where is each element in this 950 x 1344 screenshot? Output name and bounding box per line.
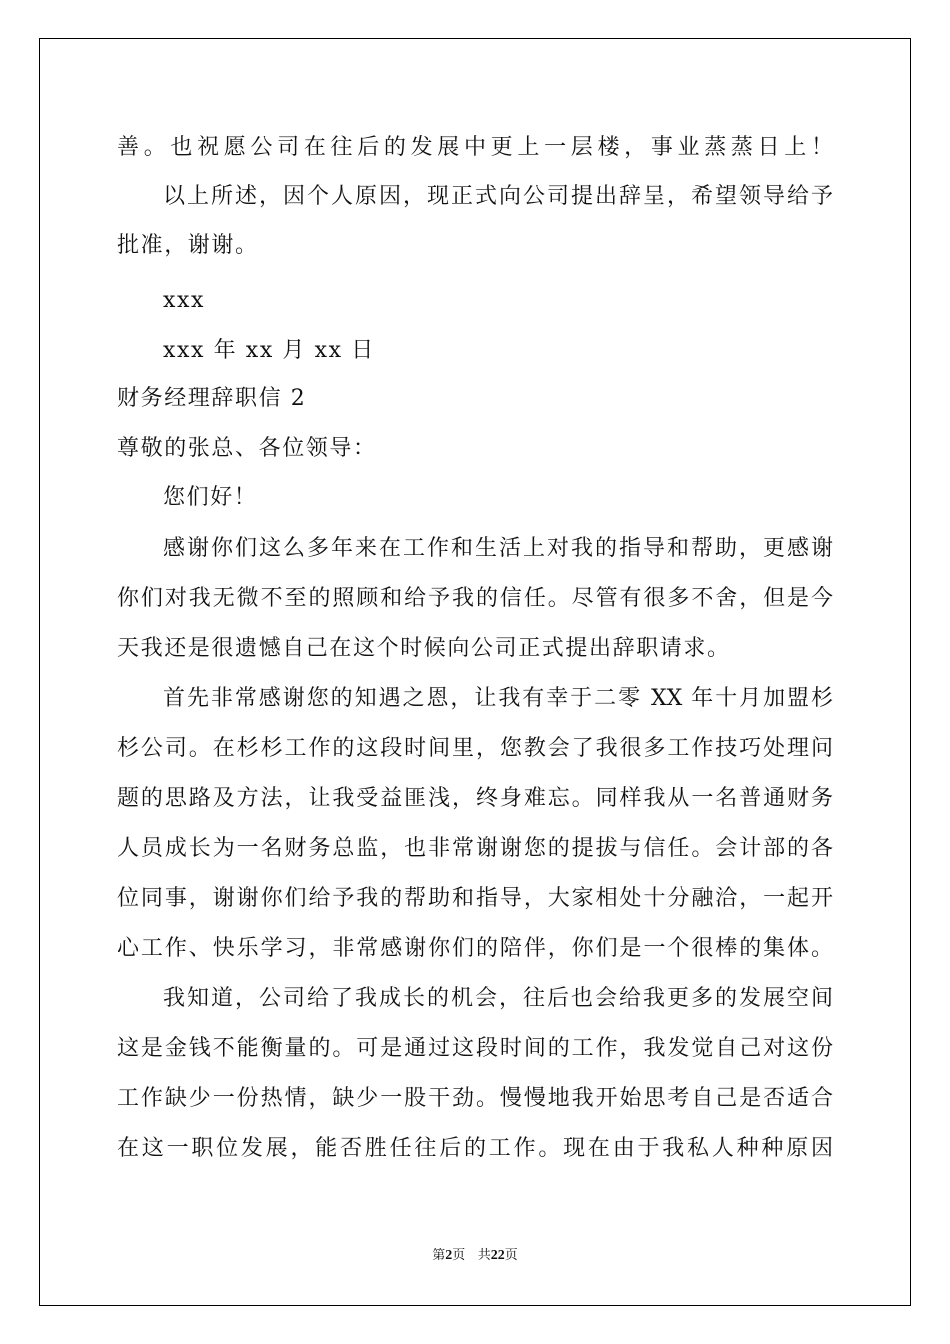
greeting: 您们好！ bbox=[163, 485, 258, 510]
section-heading: 财务经理辞职信 2 bbox=[117, 386, 307, 411]
footer-total-suffix: 页 bbox=[504, 1248, 518, 1263]
body-line-3: 批准，谢谢。 bbox=[117, 233, 259, 258]
page-border bbox=[39, 38, 911, 1306]
footer-total-pages: 22 bbox=[490, 1248, 505, 1263]
footer-page-number: 2 bbox=[445, 1248, 453, 1263]
body-line-15: 人员成长为一名财务总监，也非常谢谢您的提拔与信任。会计部的各 bbox=[117, 836, 833, 861]
body-line-17: 心工作、快乐学习，非常感谢你们的陪伴，你们是一个很棒的集体。 bbox=[117, 936, 833, 961]
page-footer bbox=[0, 1248, 950, 1264]
body-line-21: 在这一职位发展，能否胜任往后的工作。现在由于我私人种种原因 bbox=[117, 1136, 833, 1161]
body-line-16: 位同事，谢谢你们给予我的帮助和指导，大家相处十分融洽，一起开 bbox=[117, 886, 833, 911]
body-line-2: 以上所述，因个人原因，现正式向公司提出辞呈，希望领导给予 bbox=[163, 184, 833, 209]
body-line-12: 首先非常感谢您的知遇之恩，让我有幸于二零 XX 年十月加盟杉 bbox=[163, 686, 833, 711]
signature-date: xxx 年 xx 月 xx 日 bbox=[163, 338, 375, 363]
body-line-14: 题的思路及方法，让我受益匪浅，终身难忘。同样我从一名普通财务 bbox=[117, 786, 833, 811]
footer-prefix: 第 bbox=[432, 1248, 446, 1263]
footer-total-prefix: 共 bbox=[477, 1248, 491, 1263]
body-line-9: 感谢你们这么多年来在工作和生活上对我的指导和帮助，更感谢 bbox=[163, 536, 833, 561]
body-line-11: 天我还是很遗憾自己在这个时候向公司正式提出辞职请求。 bbox=[117, 636, 731, 661]
footer-page-suffix: 页 bbox=[452, 1248, 466, 1263]
body-line-10: 你们对我无微不至的照顾和给予我的信任。尽管有很多不舍，但是今 bbox=[117, 586, 833, 611]
body-line-18: 我知道，公司给了我成长的机会，往后也会给我更多的发展空间 bbox=[163, 986, 833, 1011]
body-line-19: 这是金钱不能衡量的。可是通过这段时间的工作，我发觉自己对这份 bbox=[117, 1036, 833, 1061]
body-line-20: 工作缺少一份热情，缺少一股干劲。慢慢地我开始思考自己是否适合 bbox=[117, 1086, 833, 1111]
signature-name: xxx bbox=[163, 288, 206, 313]
body-line-13: 杉公司。在杉杉工作的这段时间里，您教会了我很多工作技巧处理问 bbox=[117, 736, 833, 761]
salutation: 尊敬的张总、各位领导： bbox=[117, 436, 377, 461]
body-line-1: 善。也祝愿公司在往后的发展中更上一层楼，事业蒸蒸日上！ bbox=[117, 135, 833, 160]
